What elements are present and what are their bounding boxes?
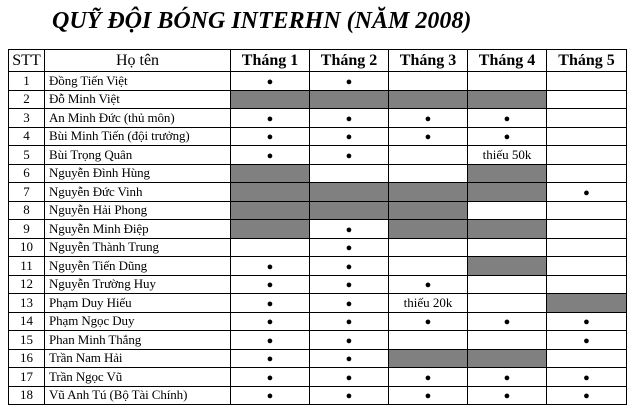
month-cell-paid xyxy=(468,109,547,128)
month-cell-paid xyxy=(231,109,310,128)
month-cell-empty xyxy=(547,349,627,368)
row-stt: 17 xyxy=(9,368,45,387)
month-cell-unpaid xyxy=(468,220,547,239)
table-row xyxy=(9,294,627,313)
month-cell-paid xyxy=(547,386,627,405)
month-cell-paid xyxy=(310,238,389,257)
row-name: Nguyễn Hải Phong xyxy=(45,201,231,220)
month-cell-paid xyxy=(547,312,627,331)
month-cell-unpaid xyxy=(231,220,310,239)
paid-dot-icon: ● xyxy=(266,334,274,347)
row-stt: 6 xyxy=(9,164,45,183)
month-cell-unpaid xyxy=(389,183,468,202)
table-row xyxy=(9,349,627,368)
paid-dot-icon: ● xyxy=(345,75,353,88)
paid-dot-icon: ● xyxy=(345,112,353,125)
month-cell-paid xyxy=(310,386,389,405)
month-cell-paid xyxy=(547,183,627,202)
header-month-1: Tháng 1 xyxy=(231,50,310,72)
row-name: Trần Ngọc Vũ xyxy=(45,368,231,387)
header-row xyxy=(9,50,627,72)
month-cell-paid xyxy=(231,386,310,405)
paid-dot-icon: ● xyxy=(583,334,590,347)
header-month-5: Tháng 5 xyxy=(547,50,627,72)
month-cell-empty xyxy=(547,275,627,294)
table-row xyxy=(9,146,627,165)
paid-dot-icon: ● xyxy=(503,390,511,403)
paid-dot-icon: ● xyxy=(266,75,274,88)
month-cell-unpaid xyxy=(468,349,547,368)
month-cell-empty xyxy=(468,72,547,91)
row-name: Nguyễn Đình Hùng xyxy=(45,164,231,183)
row-name: Nguyễn Đức Vinh xyxy=(45,183,231,202)
row-stt: 7 xyxy=(9,183,45,202)
month-cell-paid xyxy=(468,368,547,387)
month-cell-paid xyxy=(547,331,627,350)
table-row xyxy=(9,386,627,405)
month-cell-paid xyxy=(310,220,389,239)
table-row xyxy=(9,90,627,109)
row-name: Bùi Trọng Quân xyxy=(45,146,231,165)
row-name: Nguyễn Minh Điệp xyxy=(45,220,231,239)
row-name: An Minh Đức (thủ môn) xyxy=(45,109,231,128)
paid-dot-icon: ● xyxy=(345,223,353,236)
month-cell-paid xyxy=(310,257,389,276)
row-stt: 1 xyxy=(9,72,45,91)
row-stt: 8 xyxy=(9,201,45,220)
month-cell-empty xyxy=(547,257,627,276)
month-cell-unpaid xyxy=(468,257,547,276)
header-month-2: Tháng 2 xyxy=(310,50,389,72)
month-cell-empty xyxy=(389,257,468,276)
table-row xyxy=(9,257,627,276)
table-row xyxy=(9,164,627,183)
paid-dot-icon: ● xyxy=(583,186,590,199)
month-cell-unpaid xyxy=(389,201,468,220)
month-cell-paid xyxy=(389,109,468,128)
month-cell-unpaid xyxy=(310,183,389,202)
month-cell-empty xyxy=(547,238,627,257)
paid-dot-icon: ● xyxy=(583,371,590,384)
table-row xyxy=(9,183,627,202)
month-cell-empty xyxy=(389,146,468,165)
row-stt: 14 xyxy=(9,312,45,331)
month-cell-paid xyxy=(547,368,627,387)
table-row xyxy=(9,127,627,146)
paid-dot-icon: ● xyxy=(424,371,432,384)
month-cell-empty xyxy=(389,331,468,350)
month-cell-paid xyxy=(310,312,389,331)
paid-dot-icon: ● xyxy=(266,112,274,125)
month-cell-unpaid xyxy=(231,164,310,183)
table-row xyxy=(9,368,627,387)
month-cell-unpaid xyxy=(310,201,389,220)
row-name: Trần Nam Hải xyxy=(45,349,231,368)
paid-dot-icon: ● xyxy=(345,390,353,403)
paid-dot-icon: ● xyxy=(424,390,432,403)
paid-dot-icon: ● xyxy=(345,353,353,366)
paid-dot-icon: ● xyxy=(345,297,353,310)
month-cell-paid xyxy=(468,386,547,405)
row-stt: 18 xyxy=(9,386,45,405)
row-name: Phạm Duy Hiếu xyxy=(45,294,231,313)
month-cell-note: thiếu 20k xyxy=(389,294,468,313)
row-stt: 9 xyxy=(9,220,45,239)
table-row xyxy=(9,201,627,220)
paid-dot-icon: ● xyxy=(266,371,274,384)
month-cell-paid xyxy=(468,127,547,146)
paid-dot-icon: ● xyxy=(345,279,353,292)
month-cell-note: thiếu 50k xyxy=(468,146,547,165)
paid-dot-icon: ● xyxy=(424,131,432,144)
row-name: Vũ Anh Tú (Bộ Tài Chính) xyxy=(45,386,231,405)
month-cell-empty xyxy=(468,331,547,350)
month-cell-unpaid xyxy=(468,183,547,202)
month-cell-unpaid xyxy=(310,90,389,109)
month-cell-empty xyxy=(389,238,468,257)
table-row xyxy=(9,331,627,350)
row-stt: 15 xyxy=(9,331,45,350)
month-cell-empty xyxy=(468,238,547,257)
paid-dot-icon: ● xyxy=(345,316,353,329)
month-cell-empty xyxy=(389,164,468,183)
month-cell-paid xyxy=(310,127,389,146)
table-row xyxy=(9,312,627,331)
month-cell-unpaid xyxy=(468,164,547,183)
month-cell-unpaid xyxy=(231,183,310,202)
month-cell-paid xyxy=(310,72,389,91)
paid-dot-icon: ● xyxy=(266,353,274,366)
row-stt: 5 xyxy=(9,146,45,165)
row-stt: 13 xyxy=(9,294,45,313)
paid-dot-icon: ● xyxy=(266,131,274,144)
month-cell-empty xyxy=(547,220,627,239)
paid-dot-icon: ● xyxy=(345,242,353,255)
table-row xyxy=(9,109,627,128)
paid-dot-icon: ● xyxy=(266,390,274,403)
month-cell-empty xyxy=(547,146,627,165)
month-cell-paid xyxy=(231,368,310,387)
month-cell-unpaid xyxy=(389,349,468,368)
row-stt: 2 xyxy=(9,90,45,109)
row-stt: 11 xyxy=(9,257,45,276)
month-cell-paid xyxy=(231,349,310,368)
month-cell-paid xyxy=(389,127,468,146)
month-cell-empty xyxy=(547,109,627,128)
row-stt: 12 xyxy=(9,275,45,294)
row-name: Nguyễn Thành Trung xyxy=(45,238,231,257)
paid-dot-icon: ● xyxy=(424,112,432,125)
month-cell-paid xyxy=(389,312,468,331)
paid-dot-icon: ● xyxy=(345,334,353,347)
month-cell-empty xyxy=(547,72,627,91)
paid-dot-icon: ● xyxy=(266,297,274,310)
paid-dot-icon: ● xyxy=(583,390,590,403)
fund-table xyxy=(8,49,627,405)
month-cell-empty xyxy=(547,164,627,183)
row-stt: 16 xyxy=(9,349,45,368)
header-month-4: Tháng 4 xyxy=(468,50,547,72)
month-cell-paid xyxy=(468,312,547,331)
paid-dot-icon: ● xyxy=(266,279,274,292)
month-cell-paid xyxy=(231,275,310,294)
paid-dot-icon: ● xyxy=(503,131,511,144)
paid-dot-icon: ● xyxy=(266,149,274,162)
month-cell-paid xyxy=(389,275,468,294)
month-cell-paid xyxy=(310,109,389,128)
paid-dot-icon: ● xyxy=(503,316,511,329)
month-cell-paid xyxy=(310,294,389,313)
table-body xyxy=(9,72,627,405)
month-cell-paid xyxy=(231,72,310,91)
header-stt: STT xyxy=(9,50,45,72)
month-cell-empty xyxy=(468,294,547,313)
month-cell-paid xyxy=(310,331,389,350)
row-name: Phan Minh Thắng xyxy=(45,331,231,350)
month-cell-paid xyxy=(389,368,468,387)
row-stt: 10 xyxy=(9,238,45,257)
month-cell-unpaid xyxy=(547,294,627,313)
paid-dot-icon: ● xyxy=(266,316,274,329)
row-name: Nguyễn Trường Huy xyxy=(45,275,231,294)
month-cell-empty xyxy=(231,238,310,257)
paid-dot-icon: ● xyxy=(424,316,432,329)
table-row xyxy=(9,238,627,257)
month-cell-paid xyxy=(310,349,389,368)
paid-dot-icon: ● xyxy=(503,112,511,125)
paid-dot-icon: ● xyxy=(345,149,353,162)
row-name: Đỗ Minh Việt xyxy=(45,90,231,109)
paid-dot-icon: ● xyxy=(503,371,511,384)
month-cell-paid xyxy=(310,275,389,294)
table-row xyxy=(9,220,627,239)
row-name: Nguyễn Tiến Dũng xyxy=(45,257,231,276)
row-stt: 4 xyxy=(9,127,45,146)
month-cell-empty xyxy=(468,275,547,294)
month-cell-paid xyxy=(231,257,310,276)
page-title: QUỸ ĐỘI BÓNG INTERHN (NĂM 2008) xyxy=(52,8,472,34)
month-cell-empty xyxy=(547,127,627,146)
header-month-3: Tháng 3 xyxy=(389,50,468,72)
row-name: Phạm Ngọc Duy xyxy=(45,312,231,331)
month-cell-empty xyxy=(310,164,389,183)
month-cell-paid xyxy=(310,368,389,387)
table-row xyxy=(9,72,627,91)
paid-dot-icon: ● xyxy=(345,371,353,384)
paid-dot-icon: ● xyxy=(345,131,353,144)
row-stt: 3 xyxy=(9,109,45,128)
header-name: Họ tên xyxy=(45,50,231,72)
month-cell-paid xyxy=(231,294,310,313)
month-cell-unpaid xyxy=(231,201,310,220)
table-row xyxy=(9,275,627,294)
month-cell-empty xyxy=(389,72,468,91)
month-cell-paid xyxy=(231,146,310,165)
row-name: Bùi Minh Tiến (đội trưởng) xyxy=(45,127,231,146)
month-cell-empty xyxy=(547,90,627,109)
month-cell-unpaid xyxy=(468,90,547,109)
month-cell-unpaid xyxy=(389,90,468,109)
paid-dot-icon: ● xyxy=(583,316,590,329)
month-cell-unpaid xyxy=(389,220,468,239)
paid-dot-icon: ● xyxy=(266,260,274,273)
month-cell-paid xyxy=(389,386,468,405)
month-cell-paid xyxy=(231,127,310,146)
row-name: Đồng Tiến Việt xyxy=(45,72,231,91)
month-cell-empty xyxy=(468,201,547,220)
paid-dot-icon: ● xyxy=(424,279,432,292)
paid-dot-icon: ● xyxy=(345,260,353,273)
month-cell-paid xyxy=(231,312,310,331)
month-cell-unpaid xyxy=(231,90,310,109)
month-cell-paid xyxy=(310,146,389,165)
month-cell-paid xyxy=(231,331,310,350)
month-cell-empty xyxy=(547,201,627,220)
